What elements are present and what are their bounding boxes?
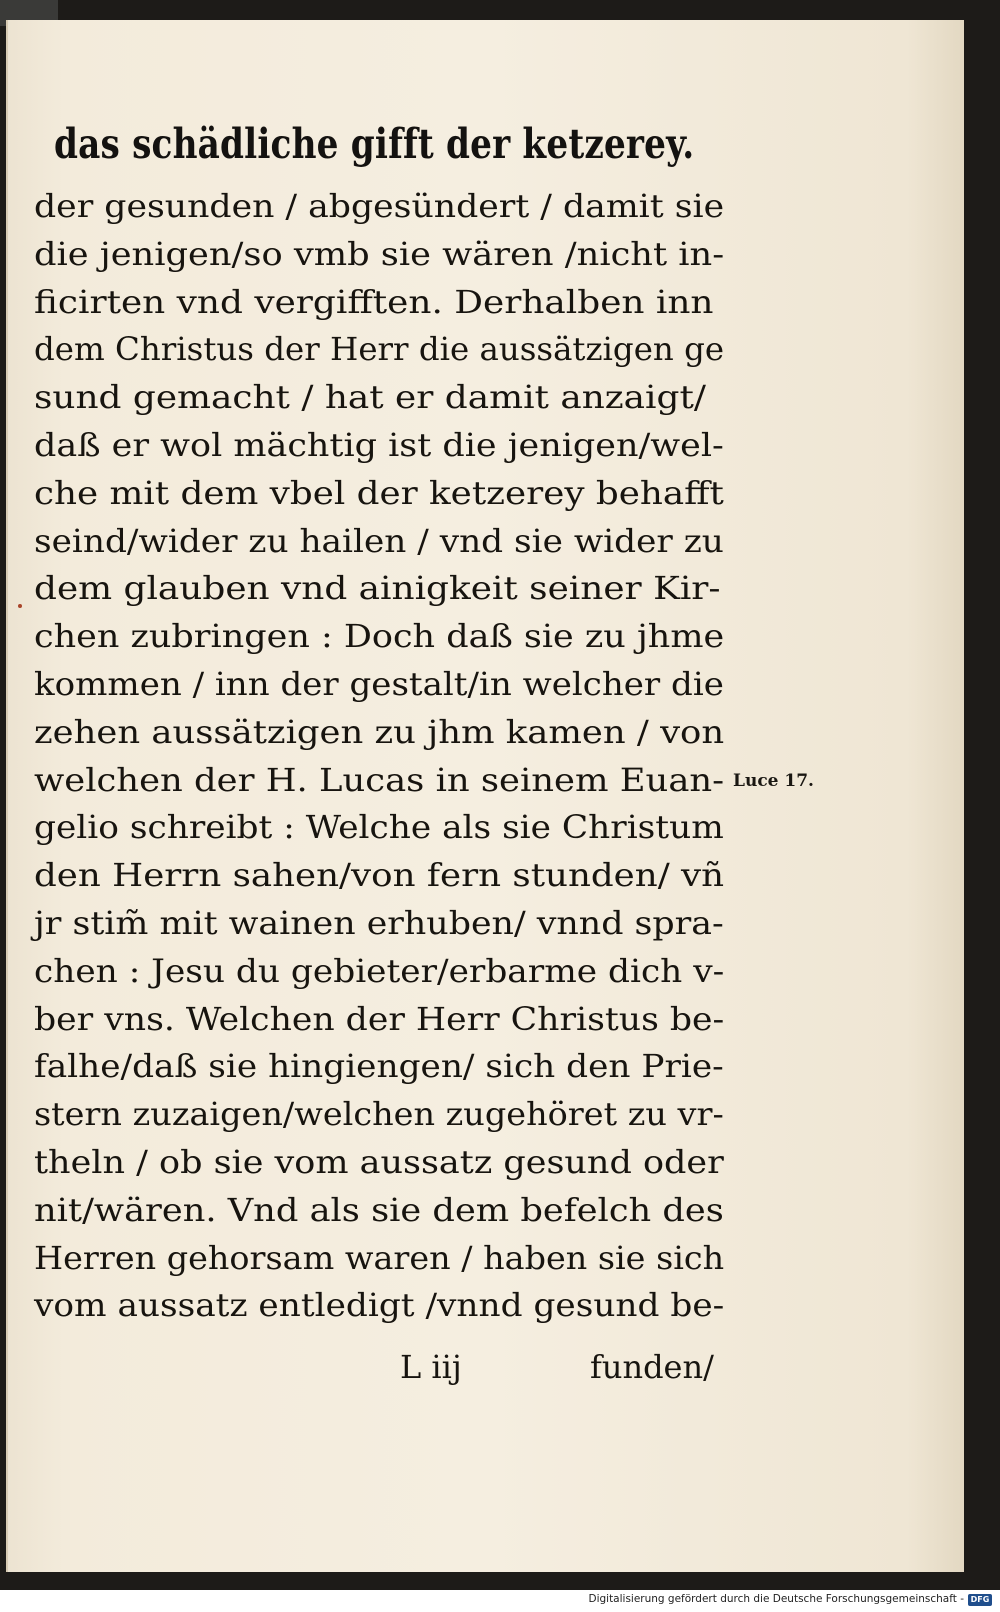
text-line: theln / ob sie vom aussatz gesund oder — [34, 1142, 724, 1181]
text-line: stern zuzaigen/welchen zugehöret zu vr- — [34, 1095, 724, 1134]
text-line: jr stim̃ mit wainen erhuben/ vnnd spra- — [34, 903, 724, 942]
text-line: zehen aussätzigen zu jhm kamen / von — [34, 712, 725, 751]
text-line: nit/wären. Vnd als sie dem befelch des — [34, 1190, 724, 1229]
text-line: chen : Jesu du gebieter/erbarme dich v- — [34, 951, 725, 990]
text-line: vom aussatz entledigt /vnnd gesund be- — [34, 1286, 725, 1325]
signature-mark: L iij — [400, 1348, 462, 1386]
text-line: che mit dem vbel der ketzerey behafft — [34, 473, 724, 512]
text-line: seind/wider zu hailen / vnd sie wider zu — [34, 521, 724, 560]
text-line: ber vns. Welchen der Herr Christus be- — [34, 999, 725, 1038]
text-line: falhe/daß sie hingiengen/ sich den Prie- — [34, 1047, 724, 1086]
page-body-text — [34, 183, 724, 1330]
text-line: daß er wol mächtig ist die jenigen/wel- — [34, 425, 724, 464]
text-line: chen zubringen : Doch daß sie zu jhme — [34, 617, 725, 656]
ink-speck — [18, 604, 22, 608]
text-line: den Herrn sahen/von fern stunden/ vñ — [34, 856, 725, 895]
text-line: dem Christus der Herr die aussätzigen ge — [34, 330, 725, 369]
text-line: der gesunden / abgesündert / damit sie — [34, 187, 725, 225]
text-line: gelio schreibt : Welche als sie Christum — [34, 808, 724, 847]
text-line: kommen / inn der gestalt/in welcher die — [34, 664, 724, 703]
text-line: Herren gehorsam waren / haben sie sich — [34, 1238, 725, 1277]
text-line: dem glauben vnd ainigkeit seiner Kir- — [34, 569, 721, 608]
text-line: sund gemacht / hat er damit anzaigt/ — [34, 378, 706, 417]
margin-note: Luce 17. — [733, 771, 814, 791]
digitization-credit: Digitalisierung gefördert durch die Deutsche Forschungsgemeinschaft - — [588, 1593, 964, 1605]
page-headline: das schädliche gifft der ketzerey. — [54, 120, 695, 168]
text-line: ficirten vnd vergifften. Derhalben inn — [34, 282, 714, 321]
catchword: funden/ — [590, 1348, 714, 1386]
dfg-logo-icon: DFG — [968, 1594, 992, 1606]
text-line: welchen der H. Lucas in seinem Euan- — [34, 760, 725, 799]
text-line: die jenigen/so vmb sie wären /nicht in- — [34, 234, 725, 273]
